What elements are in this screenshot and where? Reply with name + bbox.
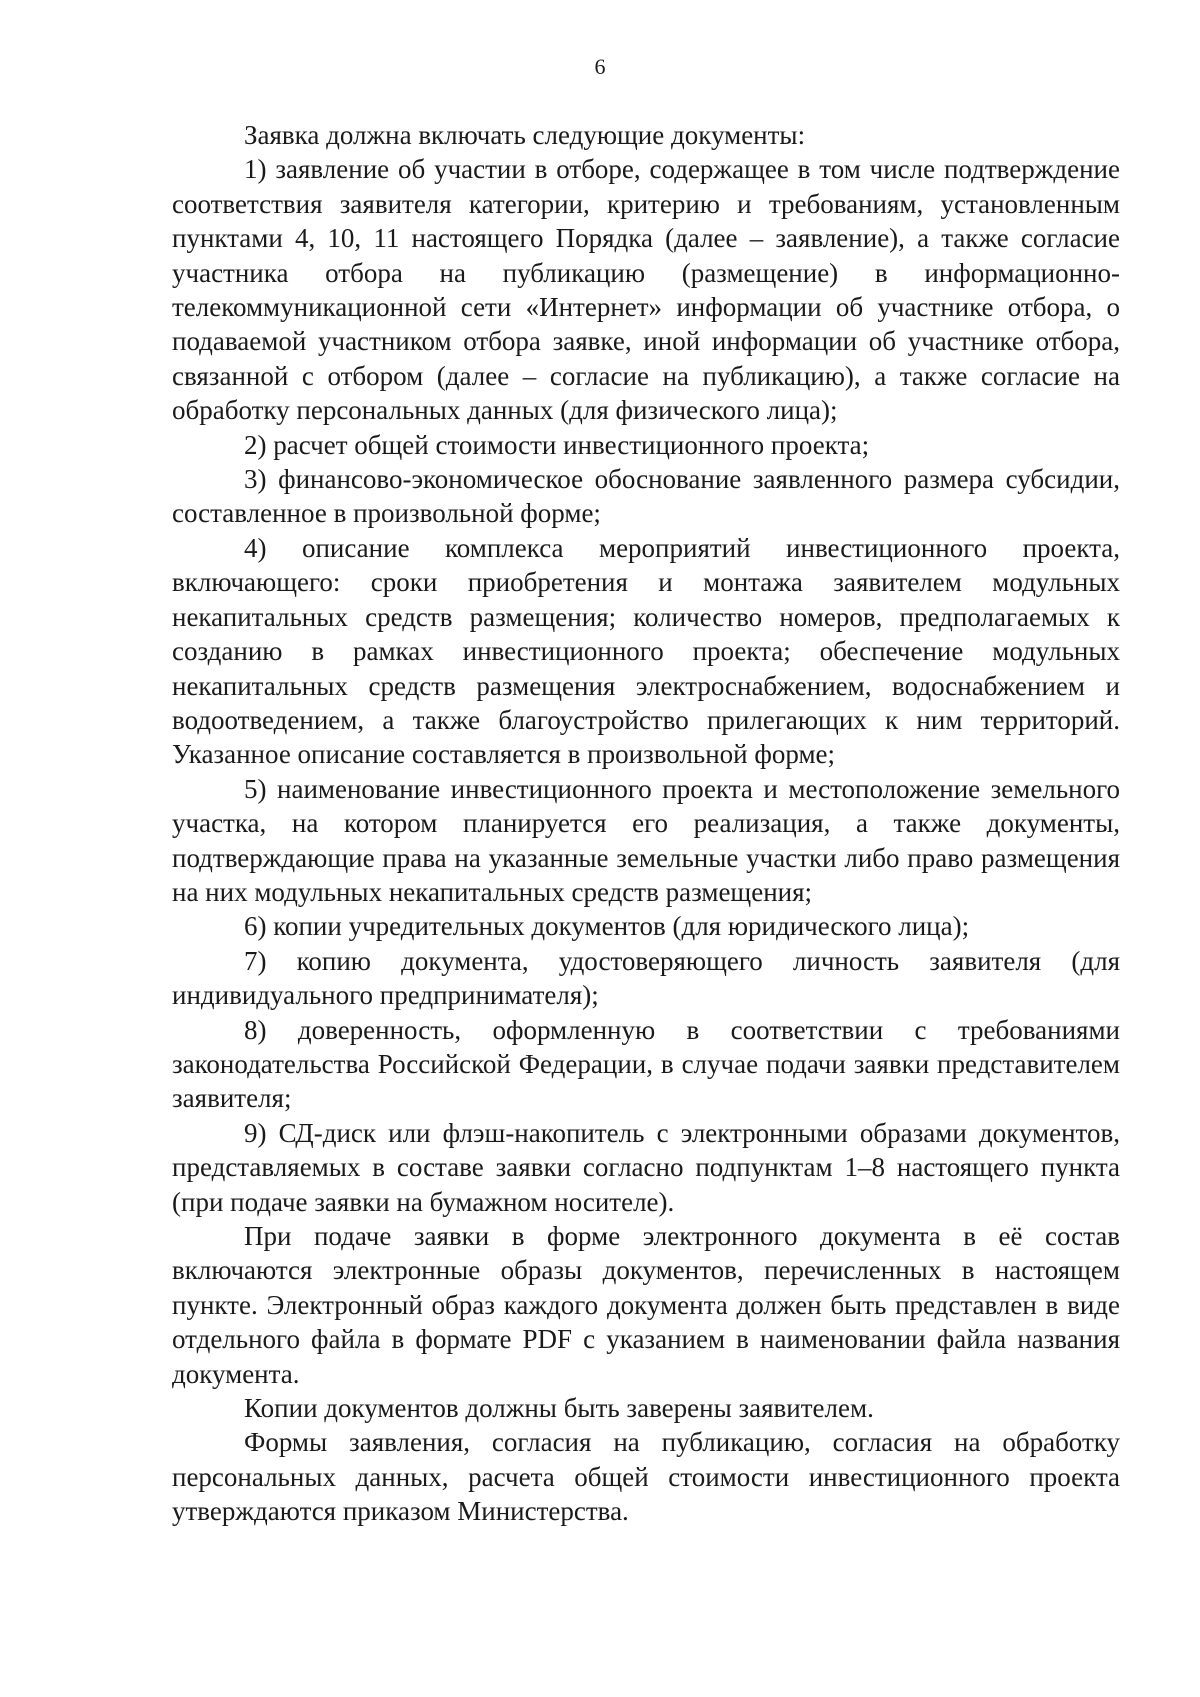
- paragraph-electronic-submission: При подаче заявки в форме электронного документа в её состав включаются электронные образы документов, перечисленных в настоящем пункте. Электронный образ каждого документа должен быть представлен в виде отдельного файла в формате PDF с указанием в наименовании файла названия документа.: [172, 1221, 1120, 1389]
- list-item-9: 9) СД-диск или флэш-накопитель с электронными образами документов, представляемых в составе заявки согласно подпунктам 1–8 настоящего пункта (при подаче заявки на бумажном носителе).: [172, 1117, 1120, 1217]
- paragraph-certified-copies: Копии документов должны быть заверены заявителем.: [244, 1393, 874, 1424]
- paragraph-forms-approval: Формы заявления, согласия на публикацию, согласия на обработку персональных данных, расчета общей стоимости инвестиционного проекта утверждаются приказом Министерства.: [172, 1427, 1120, 1527]
- paragraph-intro: Заявка должна включать следующие документы:: [244, 120, 806, 150]
- list-item-7: 7) копию документа, удостоверяющего личность заявителя (для индивидуального предпринимателя);: [172, 945, 1120, 1011]
- list-item-8: 8) доверенность, оформленную в соответствии с требованиями законодательства Российской Федерации, в случае подачи заявки представителем заявителя;: [172, 1014, 1120, 1114]
- document-body: [172, 118, 1120, 1529]
- page-number: 6: [594, 54, 606, 79]
- list-item-6: 6) копии учредительных документов (для юридического лица);: [244, 911, 970, 942]
- list-item-4: 4) описание комплекса мероприятий инвестиционного проекта, включающего: сроки приобретения и монтажа заявителем модульных некапитальных средств размещения; количество номеров, предполагаемых к созданию в рамках инвестиционного проекта; обеспечение модульных некапитальных средств размещения электроснабжением, водоснабжением и водоотведением, а также благоустройство прилегающих к ним территорий. Указанное описание составляется в произвольной форме;: [172, 532, 1120, 770]
- list-item-3: 3) финансово-экономическое обоснование заявленного размера субсидии, составленное в произвольной форме;: [172, 464, 1120, 529]
- list-item-2: 2) расчет общей стоимости инвестиционного проекта;: [244, 429, 870, 460]
- list-item-5: 5) наименование инвестиционного проекта и местоположение земельного участка, на котором планируется его реализация, а также документы, подтверждающие права на указанные земельные участки либо право размещения на них модульных некапитальных средств размещения;: [172, 773, 1120, 907]
- list-item-1: 1) заявление об участии в отборе, содержащее в том числе подтверждение соответствия заявителя категории, критерию и требованиям, установленным пунктами 4, 10, 11 настоящего Порядка (далее – заявление), а также согласие участника отбора на публикацию (размещение) в информационно-телекоммуникационной сети «Интернет» информации об участнике отбора, о подаваемой участником отбора заявке, иной информации об участнике отбора, связанной с отбором (далее – согласие на публикацию), а также согласие на обработку персональных данных (для физического лица);: [172, 154, 1120, 426]
